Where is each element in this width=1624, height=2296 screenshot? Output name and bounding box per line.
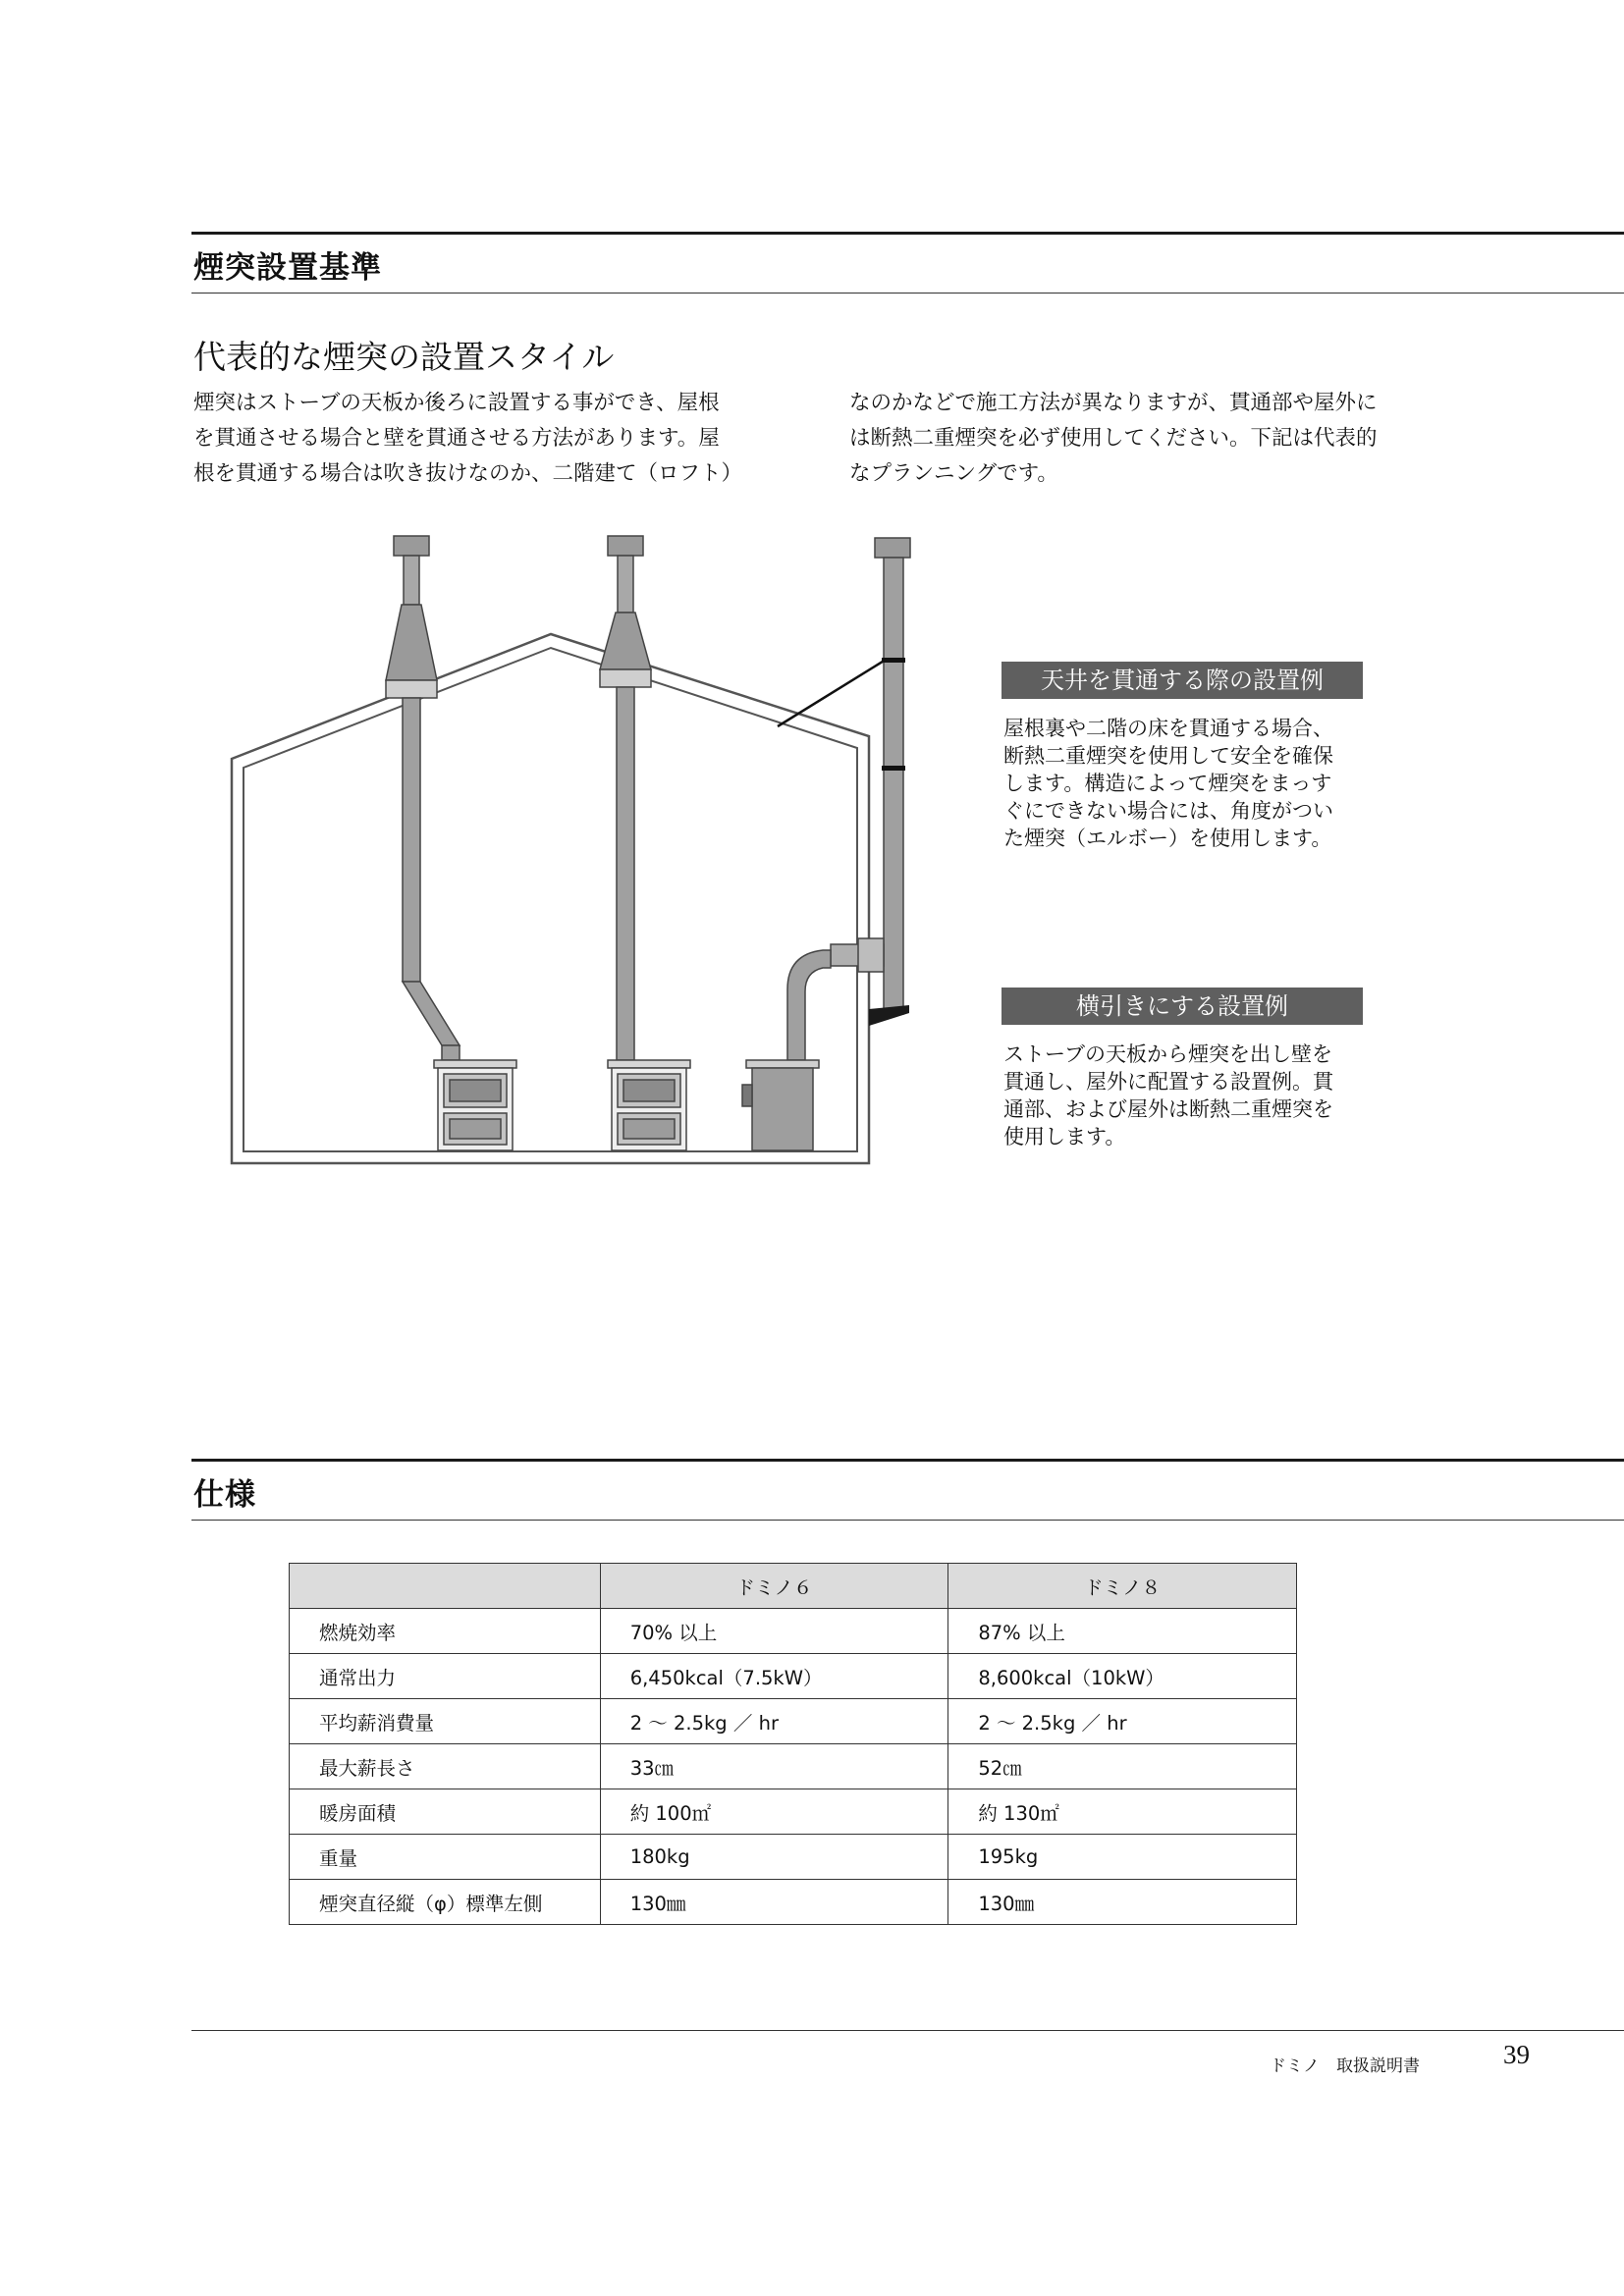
table-row [290, 1699, 1297, 1744]
table-row [290, 1789, 1297, 1835]
table-row [290, 1835, 1297, 1880]
section-title-specs: 仕様 [193, 1477, 256, 1513]
table-cell-label: 燃焼効率 [290, 1609, 601, 1654]
table-cell-label: 最大薪長さ [290, 1744, 601, 1789]
table-cell: 52㎝ [948, 1744, 1297, 1789]
subsection-title: 代表的な煙突の設置スタイル [193, 338, 615, 376]
stove-left [434, 1060, 516, 1150]
table-header-domino6: ドミノ６ [600, 1564, 948, 1609]
section2-bottom-rule [191, 1520, 1624, 1521]
footer-manual-title: ドミノ 取扱説明書 [1270, 2056, 1420, 2076]
table-cell: 約 130㎡ [948, 1789, 1297, 1835]
table-cell: 2 ～ 2.5kg ／ hr [600, 1699, 948, 1744]
chimney-right-wall-through [787, 538, 910, 1060]
table-header-domino8: ドミノ８ [948, 1564, 1297, 1609]
spec-table [289, 1563, 1297, 1925]
section-bottom-rule [191, 293, 1624, 294]
chimney-installation-diagram [222, 530, 929, 1178]
table-cell: 70% 以上 [600, 1609, 948, 1654]
table-cell: 130㎜ [600, 1880, 948, 1925]
table-cell: 2 ～ 2.5kg ／ hr [948, 1699, 1297, 1744]
section-title-chimney: 煙突設置基準 [193, 250, 382, 286]
chimney-middle-straight [600, 536, 651, 1060]
leader-line-ceiling [778, 660, 886, 726]
table-cell: 8,600kcal（10kW） [948, 1654, 1297, 1699]
table-row [290, 1609, 1297, 1654]
table-header-row [290, 1564, 1297, 1609]
table-cell: 180kg [600, 1835, 948, 1880]
table-cell: 195kg [948, 1835, 1297, 1880]
table-cell-label: 暖房面積 [290, 1789, 601, 1835]
callout-title-ceiling: 天井を貫通する際の設置例 [1001, 662, 1363, 699]
callout-text-horizontal: ストーブの天板から煙突を出し壁を 貫通し、屋外に配置する設置例。貫 通部、および屋外は断熱二重煙突を 使用します。 [1003, 1042, 1333, 1148]
table-cell: 87% 以上 [948, 1609, 1297, 1654]
table-cell-label: 平均薪消費量 [290, 1699, 601, 1744]
intro-paragraph-left: 煙突はストーブの天板か後ろに設置する事ができ、屋根 を貫通させる場合と壁を貫通させる方法があります。屋 根を貫通する場合は吹き抜けなのか、二階建て（ロフト） [193, 391, 743, 486]
table-cell-label: 重量 [290, 1835, 601, 1880]
table-row [290, 1654, 1297, 1699]
table-cell: 約 100㎡ [600, 1789, 948, 1835]
callout-text-ceiling: 屋根裏や二階の床を貫通する場合、 断熱二重煙突を使用して安全を確保 します。構造によって煙突をまっす ぐにできない場合には、角度がつい た煙突（エルボー）を使用します。 [1003, 717, 1333, 850]
stove-right-box [742, 1060, 819, 1150]
footer-rule [191, 2030, 1624, 2031]
table-cell-label: 通常出力 [290, 1654, 601, 1699]
section2-top-rule [191, 1459, 1624, 1462]
section-top-rule [191, 232, 1624, 235]
callout-title-horizontal: 横引きにする設置例 [1001, 988, 1363, 1025]
stove-middle [608, 1060, 690, 1150]
chimney-left-elbow [386, 536, 460, 1061]
intro-paragraph-right: なのかなどで施工方法が異なりますが、貫通部や屋外に は断熱二重煙突を必ず使用してください。下記は代表的 なプランニングです。 [849, 391, 1378, 486]
table-header-blank [290, 1564, 601, 1609]
table-row [290, 1744, 1297, 1789]
page-number: 39 [1503, 2040, 1530, 2069]
table-cell: 130㎜ [948, 1880, 1297, 1925]
table-cell: 33㎝ [600, 1744, 948, 1789]
table-cell-label: 煙突直径縦（φ）標準左側 [290, 1880, 601, 1925]
table-cell: 6,450kcal（7.5kW） [600, 1654, 948, 1699]
table-row [290, 1880, 1297, 1925]
